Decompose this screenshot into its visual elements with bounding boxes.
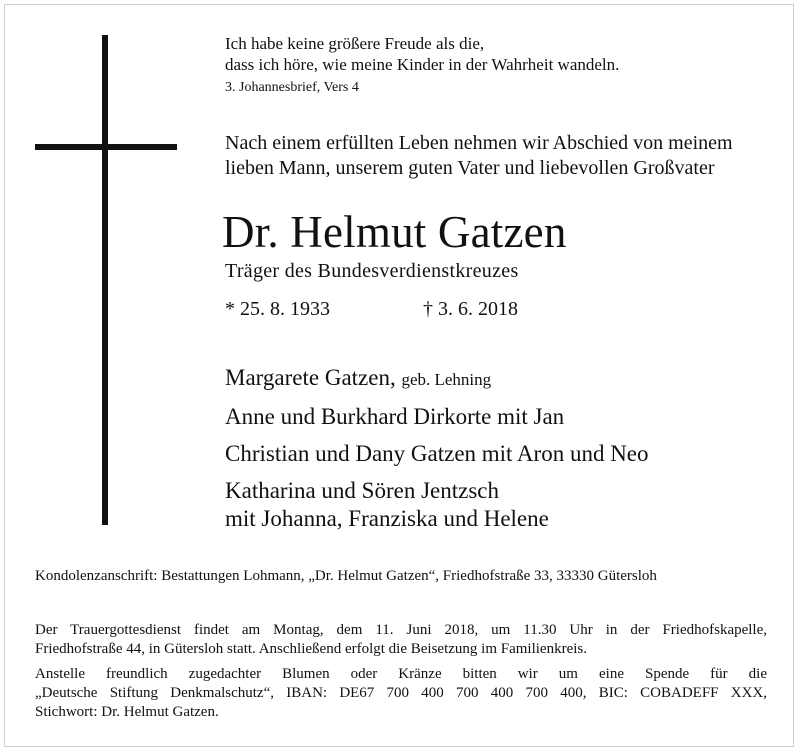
donation-line: Anstelle freundlich zugedachter Blumen oder Kränze bitten wir um eine Spende für die	[35, 666, 767, 682]
verse-line: dass ich höre, wie meine Kinder in der Wahrheit wandeln.	[225, 55, 620, 74]
intro-line: Nach einem erfüllten Leben nehmen wir Abschied von meinem	[225, 132, 733, 154]
service-line: Friedhofstraße 44, in Gütersloh statt. Anschließend erfolgt die Beisetzung im Familienkreis.	[35, 641, 587, 657]
funeral-service-info	[35, 621, 767, 659]
birth-date: * 25. 8. 1933	[225, 298, 330, 320]
deceased-honor: Träger des Bundesverdienstkreuzes	[225, 260, 519, 282]
family-member: Anne und Burkhard Dirkorte mit Jan	[225, 404, 565, 429]
condolence-address: Kondolenzanschrift: Bestattungen Lohmann, „Dr. Helmut Gatzen“, Friedhofstraße 33, 33330 Gütersloh	[35, 568, 657, 584]
family-member: Katharina und Sören Jentzsch	[225, 478, 500, 503]
cross-vertical-bar	[102, 35, 108, 525]
donation-line: „Deutsche Stiftung Denkmalschutz“, IBAN: DE67 700 400 700 400 700 400, BIC: COBADEFF XXX,	[35, 685, 767, 701]
intro-line: lieben Mann, unserem guten Vater und liebevollen Großvater	[225, 157, 715, 179]
life-dates	[225, 297, 518, 321]
family-member: mit Johanna, Franziska und Helene	[225, 506, 549, 531]
donation-request	[35, 665, 767, 722]
deceased-name: Dr. Helmut Gatzen	[222, 207, 567, 257]
service-line: Der Trauergottesdienst findet am Montag, dem 11. Juni 2018, um 11.30 Uhr in der Friedhofskapelle,	[35, 622, 767, 638]
widow-name: Margarete Gatzen,	[225, 365, 396, 390]
mourning-family	[225, 364, 649, 533]
family-member-widow	[225, 364, 649, 394]
verse-reference: 3. Johannesbrief, Vers 4	[225, 80, 359, 95]
donation-line: Stichwort: Dr. Helmut Gatzen.	[35, 704, 219, 720]
death-date: † 3. 6. 2018	[423, 298, 518, 320]
bible-verse	[225, 33, 619, 75]
verse-line: Ich habe keine größere Freude als die,	[225, 34, 485, 53]
cross-horizontal-bar	[35, 144, 177, 150]
family-member: Christian und Dany Gatzen mit Aron und Neo	[225, 441, 649, 466]
widow-maiden-name: geb. Lehning	[401, 370, 492, 389]
farewell-intro	[225, 131, 733, 181]
